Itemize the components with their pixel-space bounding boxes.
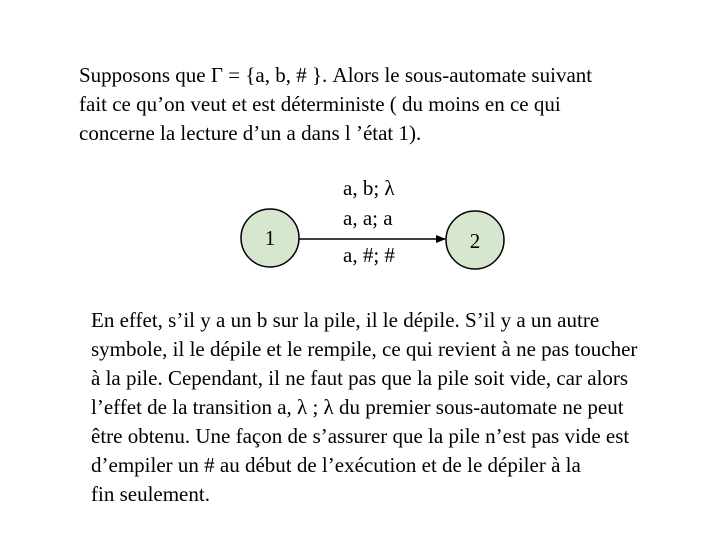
state-1 xyxy=(241,209,299,267)
state-2 xyxy=(446,211,504,269)
explanation-line: En effet, s’il y a un b sur la pile, il le dépile. S’il y a un autre xyxy=(91,308,600,332)
transition-label-3: a, #; # xyxy=(343,243,395,267)
intro-line: Supposons que Γ = {a, b, # }. Alors le sous-automate suivant xyxy=(79,63,593,87)
explanation-line: d’empiler un # au début de l’exécution et de le dépiler à la xyxy=(91,453,581,477)
state-1-label: 1 xyxy=(264,226,276,250)
explanation-line: à la pile. Cependant, il ne faut pas que la pile soit vide, car alors xyxy=(91,366,629,390)
explanation-line: fin seulement. xyxy=(91,482,210,506)
intro-line: concerne la lecture d’un a dans l ’état 1). xyxy=(79,121,422,145)
explanation-line: symbole, il le dépile et le rempile, ce qui revient à ne pas toucher xyxy=(91,337,638,361)
explanation-line: l’effet de la transition a, λ ; λ du premier sous-automate ne peut xyxy=(91,395,624,419)
explanation-paragraph xyxy=(91,306,637,509)
explanation-line: être obtenu. Une façon de s’assurer que la pile n’est pas vide est xyxy=(91,424,630,448)
state-2-label: 2 xyxy=(469,229,481,253)
transition-label-2: a, a; a xyxy=(343,206,393,230)
transition-label-1: a, b; λ xyxy=(343,176,395,200)
intro-line: fait ce qu’on veut et est déterministe ( du moins en ce qui xyxy=(79,92,561,116)
